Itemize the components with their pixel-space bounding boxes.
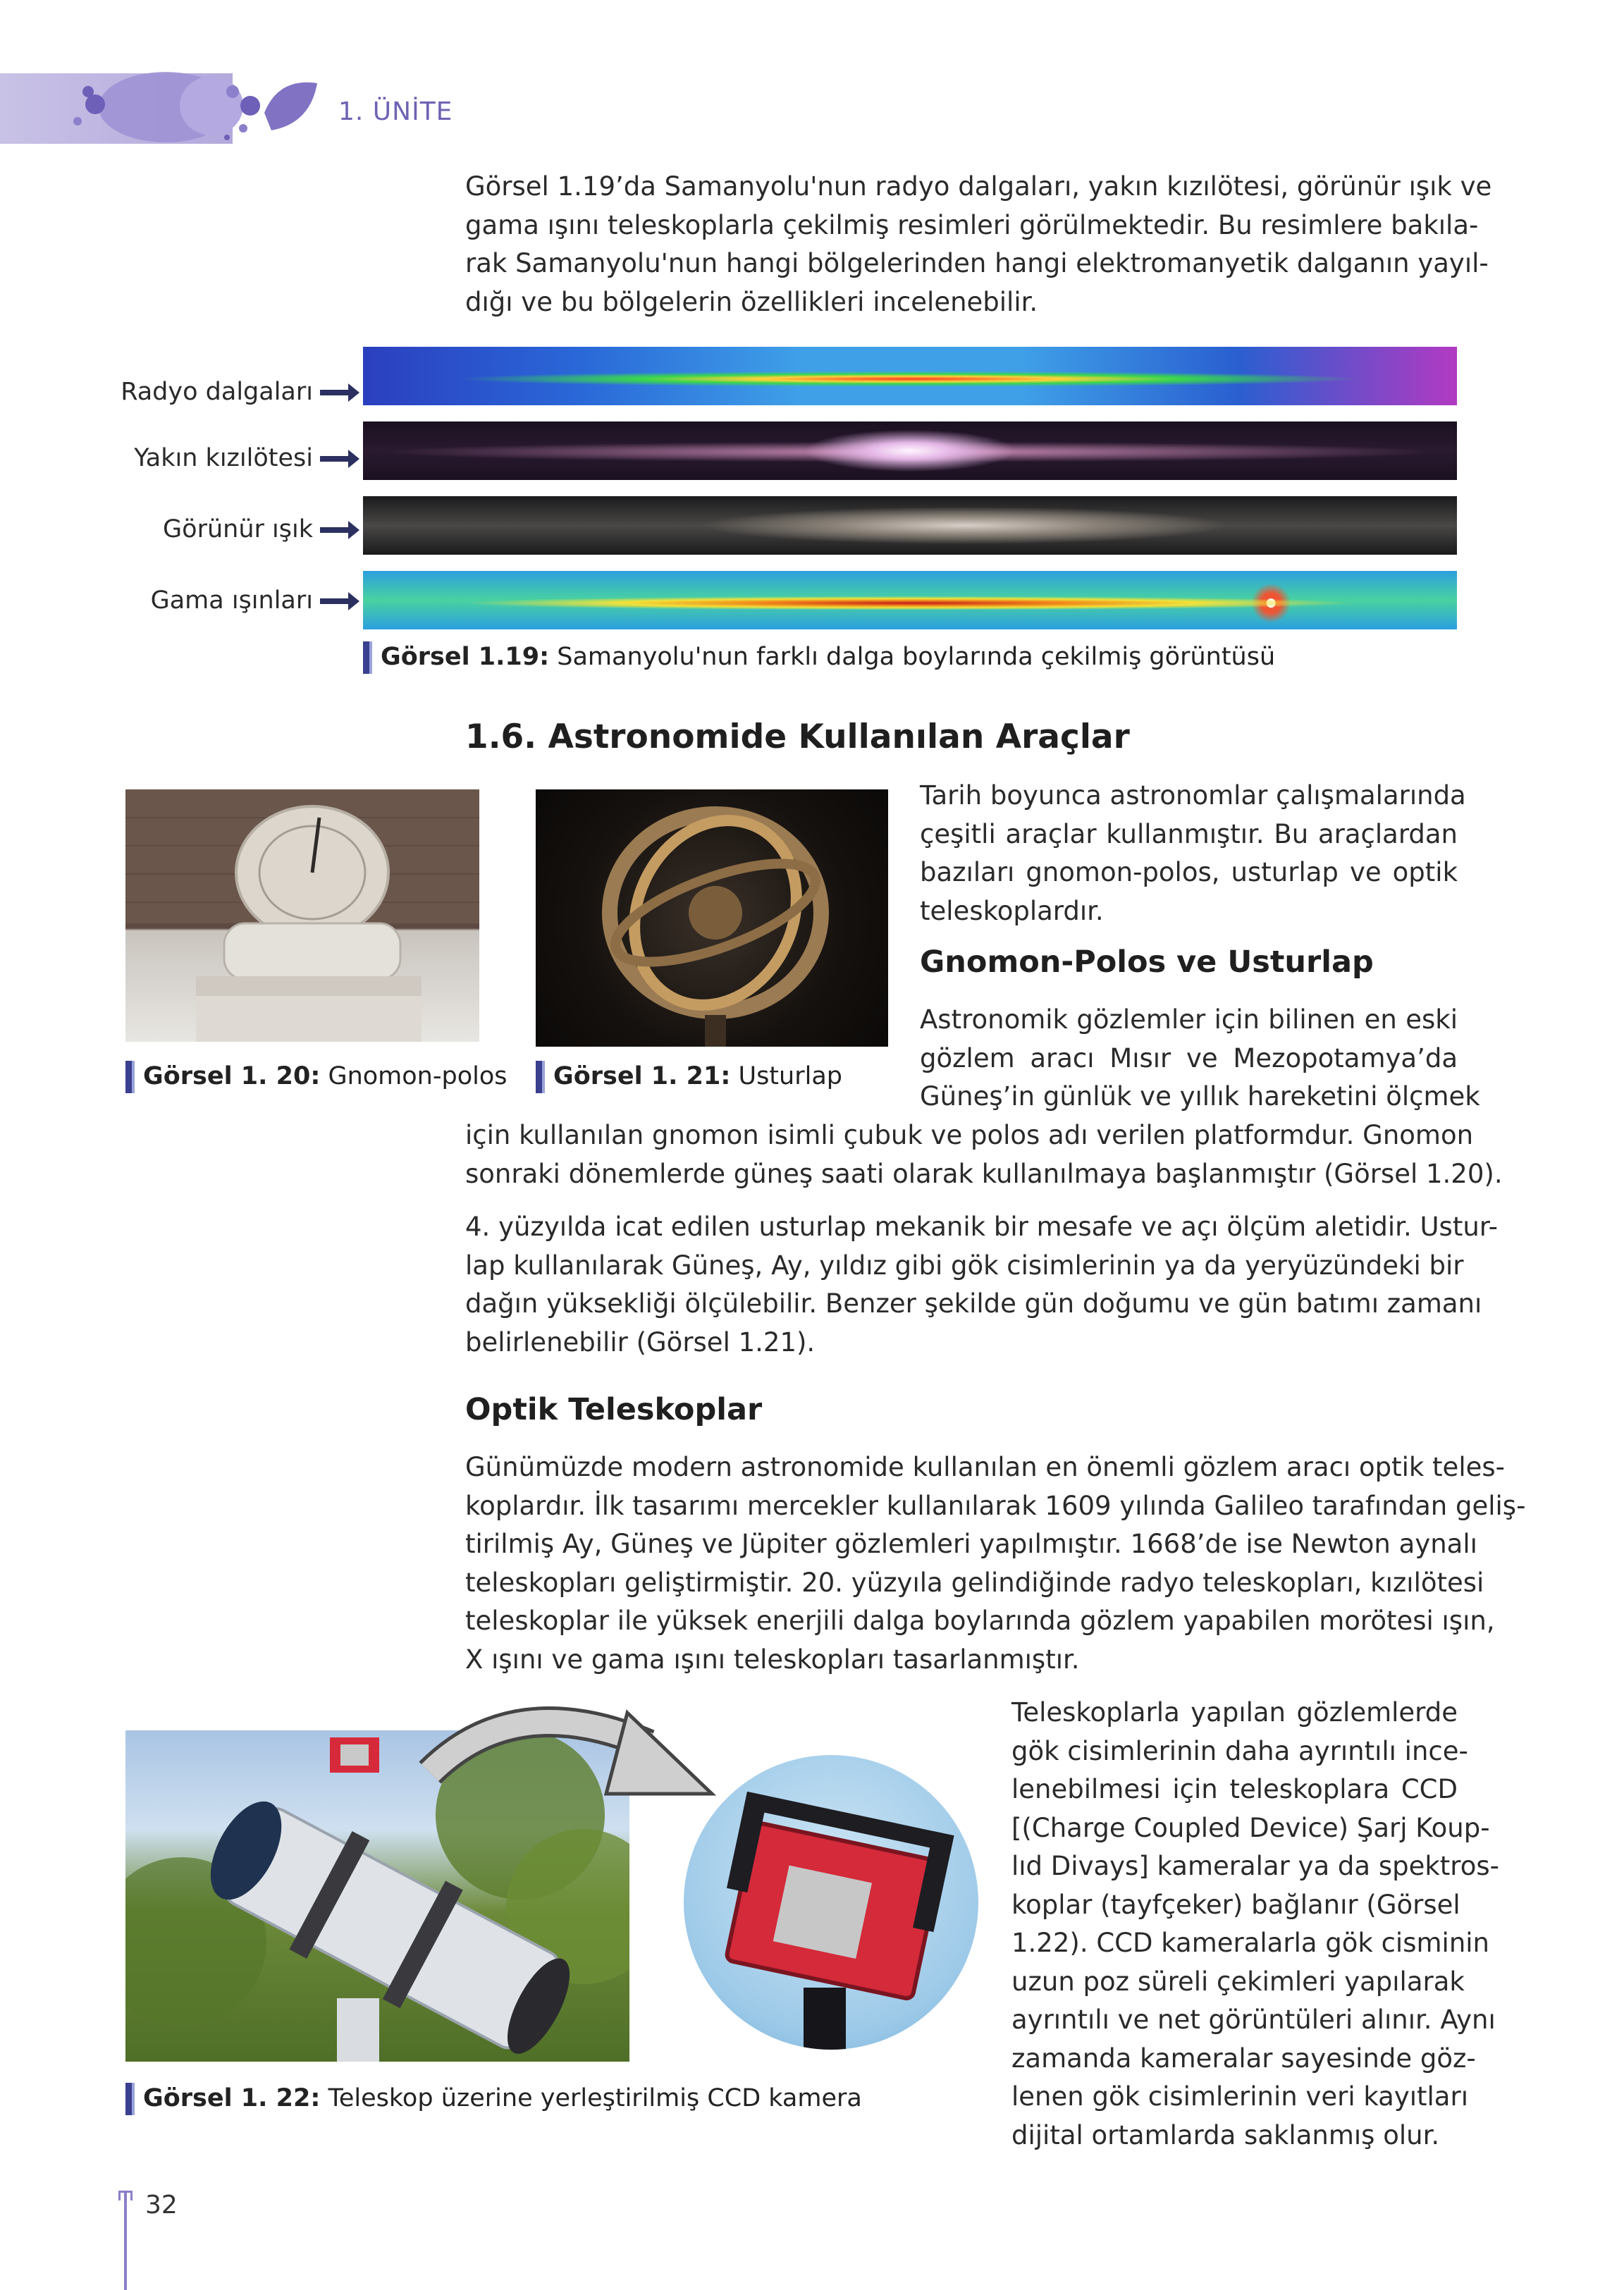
text-line: teleskopları geliştirmiştir. 20. yüzyıla gelindiğinde radyo teleskopları, kızılötesi [465, 1567, 1484, 1598]
figure-caption-1-20: Görsel 1. 20: Gnomon-polos [125, 1061, 508, 1093]
text-line: dığı ve bu bölgelerin özellikleri incelenebilir. [465, 286, 1038, 317]
caption-bar [125, 1061, 135, 1093]
curved-arrow-icon [416, 1695, 733, 1850]
gnomon-paragraph-wide [465, 1116, 1503, 1193]
unit-label: 1. ÜNİTE [338, 97, 453, 126]
usturlap-paragraph [465, 1208, 1498, 1362]
text-line: sonraki dönemlerde güneş saati olarak kullanılmaya başlanmıştır (Görsel 1.20). [465, 1158, 1503, 1189]
text-line: Astronomik gözlemler için bilinen en eski [920, 1004, 1458, 1035]
band-label-visible: Görünür ışık [163, 515, 352, 543]
text-line: lap kullanılarak Güneş, Ay, yıldız gibi gök cisimlerinin ya da yeryüzündeki bir [465, 1250, 1464, 1281]
text-line: gözlem aracı Mısır ve Mezopotamya’da [920, 1042, 1458, 1073]
intro-paragraph [465, 168, 1492, 321]
text-line: 1.22). CCD kameralarla gök cisminin [1011, 1928, 1489, 1958]
text-line: dağın yüksekliği ölçülebilir. Benzer şekilde gün doğumu ve gün batımı zamanı [465, 1288, 1482, 1319]
gamma-ray-band-image [363, 571, 1457, 629]
section-title: 1.6. Astronomide Kullanılan Araçlar [465, 718, 1130, 756]
astrolabe-illustration [536, 789, 888, 1047]
caption-bar [363, 641, 372, 674]
page-number: 32 [145, 2191, 178, 2220]
caption-bar [536, 1061, 545, 1093]
text-line: Tarih boyunca astronomlar çalışmalarında [920, 780, 1466, 811]
text-line: Teleskoplarla yapılan gözlemlerde [1011, 1697, 1458, 1728]
subsection-title-gnomon: Gnomon-Polos ve Usturlap [920, 944, 1374, 980]
tools-intro-paragraph [920, 777, 1466, 930]
footer-rule [124, 2192, 127, 2290]
figure-caption-1-22: Görsel 1. 22: Teleskop üzerine yerleştirilmiş CCD kamera [125, 2083, 862, 2115]
text-line: lenen gök cisimlerinin veri kayıtları [1011, 2081, 1468, 2112]
text-line: dijital ortamlarda saklanmış olur. [1011, 2119, 1440, 2150]
usturlap-image [536, 789, 888, 1047]
header-ornament [0, 63, 331, 155]
ccd-camera-illustration [684, 1755, 978, 2050]
text-line: çeşitli araçlar kullanmıştır. Bu araçlardan [920, 818, 1458, 849]
text-line: bazıları gnomon-polos, usturlap ve optik [920, 857, 1458, 887]
gnomon-image [125, 789, 479, 1042]
text-line: ayrıntılı ve net görüntüleri alınır. Aynı [1011, 2005, 1496, 2035]
arrow-right-icon [320, 527, 352, 533]
figure-caption-1-21: Görsel 1. 21: Usturlap [536, 1061, 842, 1093]
optik-paragraph [465, 1448, 1526, 1679]
text-line: lenebilmesi için teleskoplara CCD [1011, 1774, 1458, 1804]
footer-tick [118, 2191, 133, 2200]
text-line: [(Charge Coupled Device) Şarj Koup- [1011, 1812, 1490, 1843]
text-line: belirlenebilir (Görsel 1.21). [465, 1326, 816, 1358]
text-line: teleskoplardır. [920, 895, 1104, 926]
text-line: Günümüzde modern astronomide kullanılan en önemli gözlem aracı optik teles- [465, 1452, 1505, 1482]
arrow-right-icon [320, 598, 352, 604]
subsection-title-optik: Optik Teleskoplar [465, 1392, 763, 1427]
text-line: zamanda kameralar sayesinde göz- [1011, 2043, 1476, 2074]
ccd-paragraph [1011, 1694, 1499, 2155]
band-label-gamma: Gama ışınları [151, 586, 352, 615]
band-label-near-ir: Yakın kızılötesi [134, 444, 352, 472]
figure-caption-1-19: Görsel 1.19: Samanyolu'nun farklı dalga boylarında çekilmiş görüntüsü [363, 641, 1275, 674]
text-line: gama ışını teleskoplarla çekilmiş resimleri görülmektedir. Bu resimlere bakıla- [465, 209, 1479, 240]
near-infrared-band-image [363, 421, 1457, 480]
band-label-radio: Radyo dalgaları [121, 378, 352, 406]
text-line: için kullanılan gnomon isimli çubuk ve polos adı verilen platformdur. Gnomon [465, 1120, 1474, 1150]
text-line: lıd Divays] kameralar ya da spektros- [1011, 1851, 1499, 1881]
gnomon-paragraph-narrow [920, 1001, 1480, 1116]
text-line: tirilmiş Ay, Güneş ve Jüpiter gözlemleri yapılmıştır. 1668’de ise Newton aynalı [465, 1529, 1477, 1559]
text-line: Güneş’in günlük ve yıllık hareketini ölçmek [920, 1081, 1480, 1112]
text-line: koplardır. İlk tasarımı mercekler kullanılarak 1609 yılında Galileo tarafından geliş- [465, 1490, 1526, 1521]
text-line: 4. yüzyılda icat edilen usturlap mekanik bir mesafe ve açı ölçüm aletidir. Ustur- [465, 1212, 1498, 1242]
visible-light-band-image [363, 496, 1457, 555]
ccd-camera-closeup [684, 1755, 978, 2050]
arrow-right-icon [320, 390, 352, 395]
arrow-right-icon [320, 456, 352, 462]
text-line: gök cisimlerinin daha ayrıntılı ince- [1011, 1735, 1468, 1766]
text-line: X ışını ve gama ışını teleskopları tasarlanmıştır. [465, 1644, 1080, 1675]
text-line: uzun poz süreli çekimleri yapılarak [1011, 1966, 1465, 1997]
text-line: Görsel 1.19’da Samanyolu'nun radyo dalgaları, yakın kızılötesi, görünür ışık ve [465, 171, 1492, 202]
text-line: teleskoplar ile yüksek enerjili dalga boylarında gözlem yapabilen morötesi ışın, [465, 1606, 1495, 1636]
text-line: koplar (tayfçeker) bağlanır (Görsel [1011, 1889, 1460, 1920]
radio-band-image [363, 347, 1457, 405]
gnomon-illustration [125, 789, 479, 1042]
caption-bar [125, 2083, 135, 2115]
text-line: rak Samanyolu'nun hangi bölgelerinden hangi elektromanyetik dalganın yayıl- [465, 248, 1489, 278]
